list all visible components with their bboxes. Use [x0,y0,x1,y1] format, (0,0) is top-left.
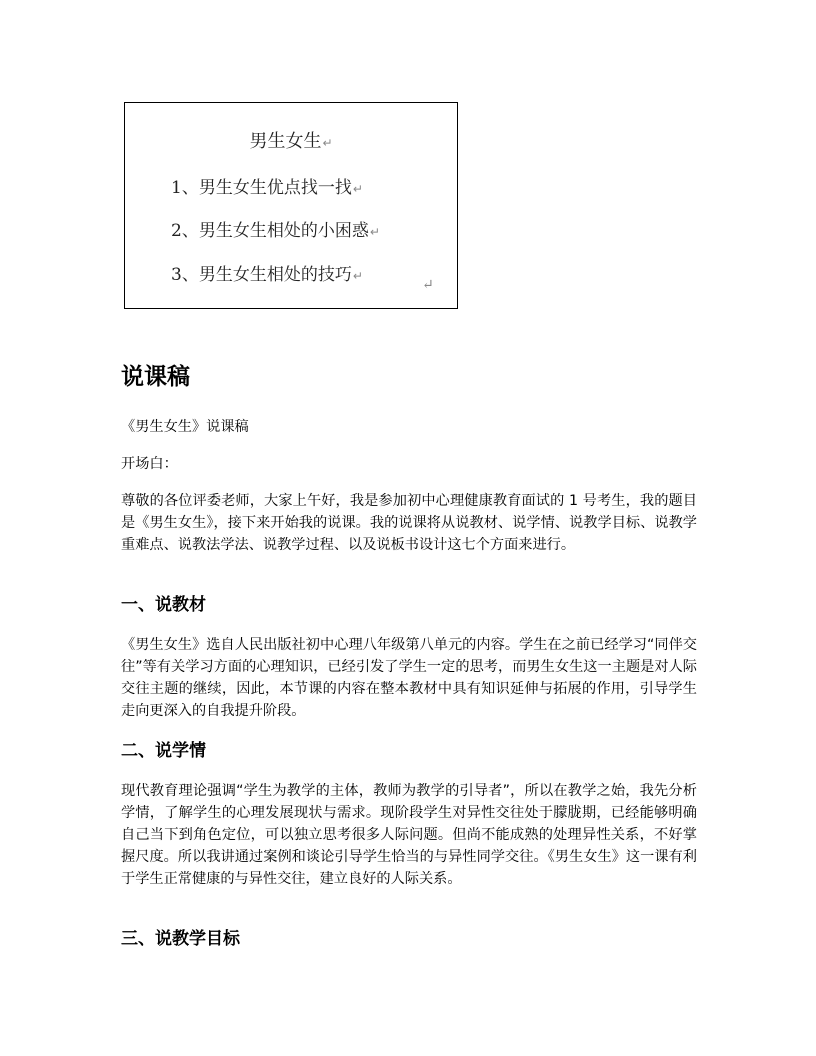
return-mark-icon: ↵ [369,225,380,239]
opening-label: 开场白： [121,456,178,472]
opening-paragraph: 尊敬的各位评委老师，大家上午好，我是参加初中心理健康教育面试的 1 号考生，我的题目是《男生女生》，接下来开始我的说课。我的说课将从说教材、说学情、说教学目标、说教学重难点、说教法学法、说教学过程、以及说板书设计这七个方面来进行。 [121,493,697,553]
board-item-2 [171,216,380,241]
return-mark-icon: ↵ [422,277,434,293]
board-item-text: 1、男生女生优点找一找 [171,178,352,198]
return-mark-icon: ↵ [352,182,363,196]
board-item-1 [171,173,363,198]
board-item-text: 2、男生女生相处的小困惑 [171,221,369,241]
return-mark-icon: ↵ [322,136,333,150]
section-paragraph-textbook: 《男生女生》选自人民出版社初中心理八年级第八单元的内容。学生在之前已经学习“同伴交往”等有关学习方面的心理知识，已经引发了学生一定的思考，而男生女生这一主题是对人际交往主题的继续，因此，本节课的内容在整本教材中具有知识延伸与拓展的作用，引导学生走向更深入的自我提升阶段。 [121,637,697,719]
blackboard-design-box [124,102,458,309]
board-item-3 [171,260,363,285]
board-title [125,127,457,153]
section-heading-textbook: 一、说教材 [121,595,206,615]
section-paragraph-student-analysis: 现代教育理论强调“学生为教学的主体，教师为教学的引导者”，所以在教学之始，我先分析学情，了解学生的心理发展现状与需求。现阶段学生对异性交往处于朦胧期，已经能够明确自己当下到角色定位，可以独立思考很多人际问题。但尚不能成熟的处理异性关系，不好掌握尺度。所以我讲通过案例和谈论引导学生恰当的与异性同学交往。《男生女生》这一课有利于学生正常健康的与异性交往，建立良好的人际关系。 [121,783,697,887]
document-title: 说课稿 [121,364,190,390]
section-heading-teaching-goals: 三、说教学目标 [121,929,240,949]
section-heading-student-analysis: 二、说学情 [121,741,206,761]
board-item-text: 3、男生女生相处的技巧 [171,265,352,285]
return-mark-icon: ↵ [352,269,363,283]
board-title-text: 男生女生 [249,131,322,152]
document-subtitle: 《男生女生》说课稿 [121,419,249,435]
